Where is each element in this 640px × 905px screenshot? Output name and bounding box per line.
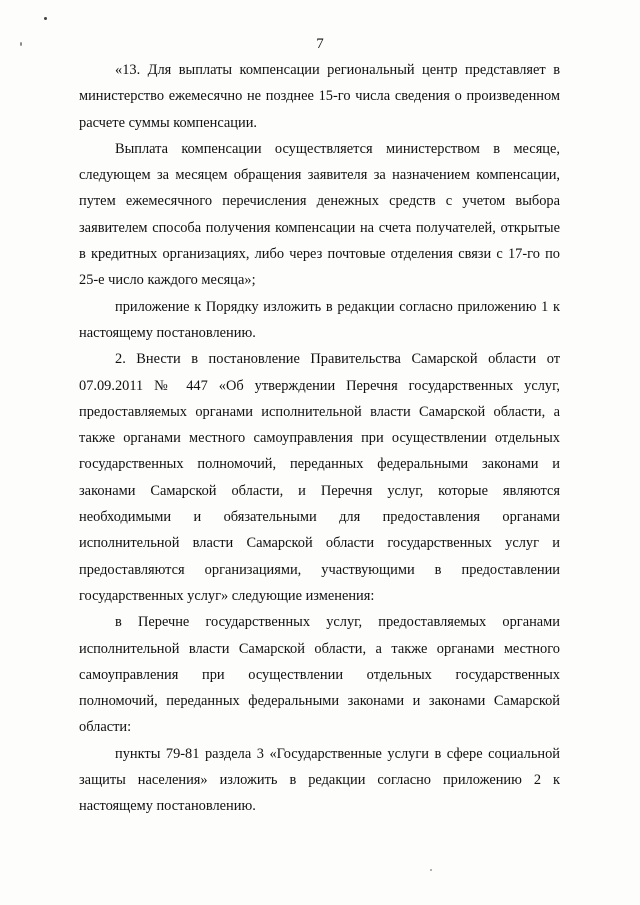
- paragraph-services-list: в Перечне государственных услуг, предоставляемых органами исполнительной власти Самарской области, а также органами местного самоуправления при осуществлении отдельных государственных полномочий, переданных федеральными законами и законами Самарской области:: [79, 614, 560, 736]
- scan-speck: [430, 869, 432, 871]
- page-number: 7: [316, 36, 324, 52]
- document-body: [79, 57, 560, 820]
- paragraph-amend-resolution: 2. Внести в постановление Правительства Самарской области от 07.09.2011 № 447 «Об утверждении Перечня государственных услуг, предоставляемых органами исполнительной власти Самарской области, а также органами местного самоуправления при осуществлении отдельных государственных полномочий, переданных федеральными законами и законами Самарской области, и Перечня услуг, которые являются необходимыми и обязательными для предоставления органами исполнительной власти Самарской области государственных услуг и предоставляются организациями, участвующими в предоставлении государственных услуг» следующие изменения:: [79, 351, 560, 604]
- scan-speck: [44, 17, 47, 20]
- paragraph-appendix-2: пункты 79-81 раздела 3 «Государственные услуги в сфере социальной защиты населения» изложить в редакции согласно приложению 2 к настоящему постановлению.: [79, 745, 560, 815]
- paragraph-appendix-1: приложение к Порядку изложить в редакции согласно приложению 1 к настоящему постановлению.: [79, 298, 560, 341]
- paragraph-compensation-payment: «13. Для выплаты компенсации региональный центр представляет в министерство ежемесячно не позднее 15-го числа сведения о произведенном расчете суммы компенсации.: [79, 62, 560, 131]
- paragraph-payment-procedure: Выплата компенсации осуществляется министерством в месяце, следующем за месяцем обращения заявителя за назначением компенсации, путем ежемесячного перечисления денежных средств с учетом выбора заявителем способа получения компенсации на счета получателей, открытые в кредитных организациях, либо через почтовые отделения связи с 17-го по 25-е число каждого месяца»;: [79, 140, 560, 289]
